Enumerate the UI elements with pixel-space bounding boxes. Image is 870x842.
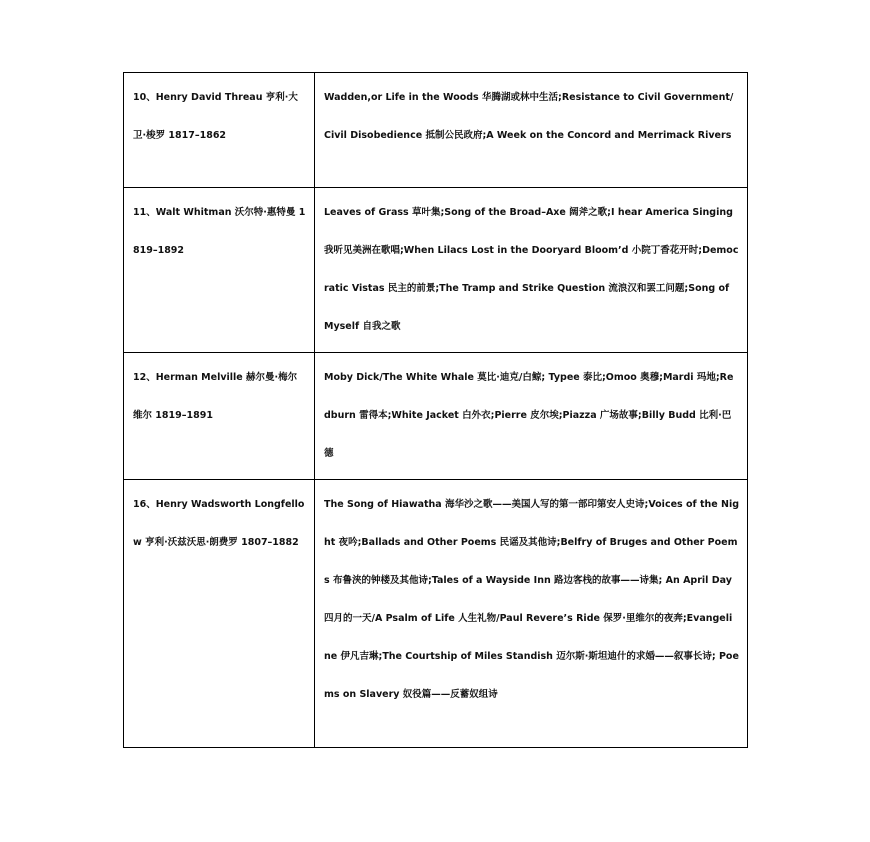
- works-cell: Leaves of Grass 草叶集;Song of the Broad–Axe 阔斧之歌;I hear America Singing 我听见美洲在歌唱;When Lilacs Lost in the Dooryard Bloom’d 小院丁香花开时;Democratic Vistas 民主的前景;The Tramp and Strike Question 流浪汉和罢工问题;Song of Myself 自我之歌: [315, 188, 748, 353]
- author-cell: 11、Walt Whitman 沃尔特·惠特曼 1819–1892: [124, 188, 315, 353]
- table-row: [124, 188, 748, 353]
- works-cell: Moby Dick/The White Whale 莫比·迪克/白鲸; Typee 泰比;Omoo 奥穆;Mardi 玛地;Redburn 雷得本;White Jacket 白外衣;Pierre 皮尔埃;Piazza 广场故事;Billy Budd 比利·巴德: [315, 353, 748, 480]
- table-row: [124, 353, 748, 480]
- table-row: [124, 480, 748, 748]
- author-cell: 16、Henry Wadsworth Longfellow 亨利·沃兹沃思·朗费罗 1807–1882: [124, 480, 315, 748]
- author-cell: 12、Herman Melville 赫尔曼·梅尔维尔 1819–1891: [124, 353, 315, 480]
- works-cell: The Song of Hiawatha 海华沙之歌——美国人写的第一部印第安人史诗;Voices of the Night 夜吟;Ballads and Other Poems 民谣及其他诗;Belfry of Bruges and Other Poems 布鲁浃的钟楼及其他诗;Tales of a Wayside Inn 路边客栈的故事——诗集; An April Day 四月的一天/A Psalm of Life 人生礼物/Paul Revere’s Ride 保罗·里维尔的夜奔;Evangeline 伊凡吉琳;The Courtship of Miles Standish 迈尔斯·斯坦迪什的求婚——叙事长诗; Poems on Slavery 奴役篇——反蓄奴组诗: [315, 480, 748, 748]
- authors-works-table: [123, 72, 748, 748]
- author-cell: 10、Henry David Threau 亨利·大卫·梭罗 1817–1862: [124, 73, 315, 188]
- table-row: [124, 73, 748, 188]
- works-cell: Wadden,or Life in the Woods 华腾湖或林中生活;Resistance to Civil Government/ Civil Disobedience 抵制公民政府;A Week on the Concord and Merrimack Rivers: [315, 73, 748, 188]
